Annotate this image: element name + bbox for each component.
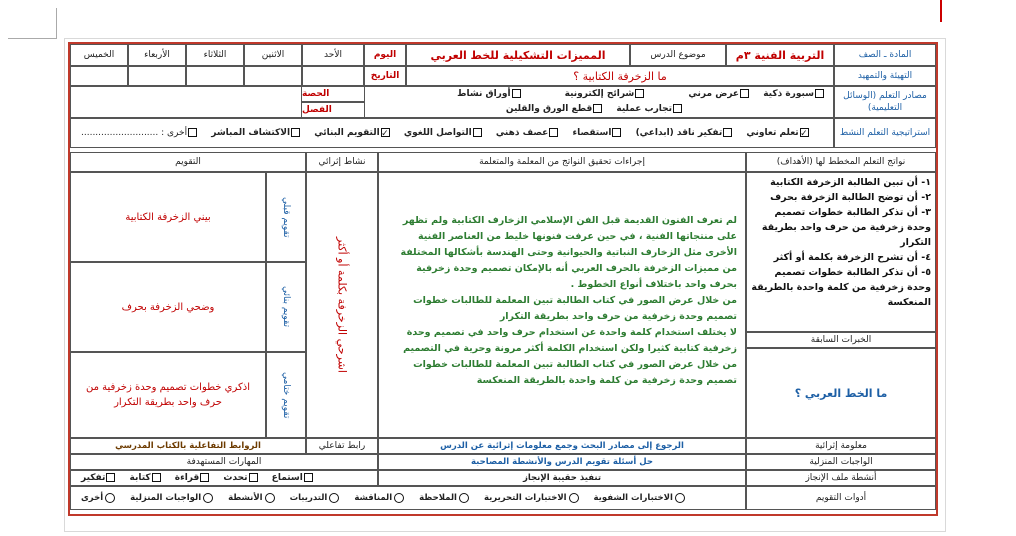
source-option: قطع الورق والقلين	[505, 104, 593, 114]
enrich-value: الرجوع إلى مصادر البحث وجمع معلومات إثرائية عن الدرس	[378, 438, 746, 454]
written-test-radio[interactable]	[569, 493, 579, 503]
evaluation-type-label: تقويم ختامي	[281, 371, 291, 419]
skills-label: المهارات المستهدفة	[70, 454, 378, 470]
outcome-item: ١- أن تبين الطالبة الزخرفة الكتابية	[770, 177, 931, 188]
date-cell-2[interactable]	[244, 66, 302, 86]
oral-test-radio[interactable]	[675, 493, 685, 503]
period-label: الحصة	[302, 86, 364, 102]
day-wednesday: الأربعاء	[128, 44, 186, 66]
outcomes-header: نواتج التعلم المخطط لها (الأهداف)	[746, 152, 936, 172]
procedure-line: تصميم وحدة زخرفية من كلمة واحدة بالطريقة المنعكسة	[476, 375, 737, 386]
procedure-line: تصميم وحدة زخرفية من حرف واحد بطريقة التكرار	[499, 311, 737, 322]
sources-label: مصادر التعلم (الوسائل التعليمية)	[834, 86, 936, 118]
procedures-cell	[378, 172, 746, 438]
skill-option: استماع	[271, 473, 303, 483]
strategy-label: استراتيجية التعلم النشط	[834, 118, 936, 148]
date-cell-3[interactable]	[186, 66, 244, 86]
outcome-item: ٣- أن تذكر الطالبة خطوات تصميم وحدة زخرفية من حرف واحد بطريقة التكرار	[761, 207, 931, 248]
homework-value: حل أسئلة تقويم الدرس والأنشطة المصاحبة	[378, 454, 746, 470]
date-cell-5[interactable]	[70, 66, 128, 86]
day-sunday: الأحد	[302, 44, 364, 66]
sources-row-2	[496, 104, 683, 114]
link-label: رابط تفاعلي	[306, 438, 378, 454]
strategy-option: استقصاء	[572, 128, 612, 138]
skill-option: تحدث	[223, 473, 248, 483]
procedures-header: إجراءات تحقيق النواتج من المعلمة والمتعلمة	[378, 152, 746, 172]
source-option: أوراق نشاط	[457, 89, 511, 99]
procedure-line: زخرفية كتابية كثيرا ولكن استخدام الكلمة أكثر مرونة وحرية في التصميم	[403, 343, 737, 354]
evaluation-type-label: تقويم قبلي	[281, 196, 291, 238]
discovery-checkbox[interactable]	[291, 128, 300, 137]
source-option: سبورة ذكية	[763, 89, 814, 99]
evaluation-header: التقويم	[70, 152, 306, 172]
tool-option: الواجبات المنزلية	[130, 493, 202, 504]
discussion-radio[interactable]	[394, 493, 404, 503]
observation-radio[interactable]	[459, 493, 469, 503]
subject-label: المادة ـ الصف	[834, 44, 936, 66]
strategy-option: تعلم تعاوني	[746, 128, 799, 138]
outcome-item: ٥- أن تذكر الطالبة خطوات تصميم وحدة زخرفية من كلمة واحدة بالطريقة المنعكسة	[751, 267, 931, 308]
reading-checkbox[interactable]	[200, 473, 209, 482]
tool-option: التدريبات	[289, 493, 328, 504]
tool-option: الملاحظة	[419, 493, 457, 504]
skill-option: تفكير	[81, 473, 106, 483]
outcome-item: ٢- أن توضح الطالبة الزخرفة بحرف	[770, 192, 931, 203]
strategy-option: التقويم البنائي	[314, 128, 380, 138]
lesson-plan-sheet	[68, 42, 938, 516]
cooperative-checkbox[interactable]: ✓	[800, 129, 808, 139]
prior-label: الخبرات السابقة	[746, 332, 936, 348]
procedure-line: بحرف واحد باختلاف أنواع الخطوط .	[570, 279, 737, 290]
thinking-checkbox[interactable]	[106, 473, 115, 482]
intro-label: التهيئة والتمهيد	[834, 66, 936, 86]
strategy-option: تفكير ناقد (ابداعي)	[635, 128, 723, 138]
activities-radio[interactable]	[265, 493, 275, 503]
homework-radio[interactable]	[203, 493, 213, 503]
intro-value: ما الزخرفة الكتابية ؟	[406, 66, 834, 86]
tools-label: أدوات التقويم	[746, 486, 936, 510]
procedures-text	[385, 213, 737, 389]
day-tuesday: الثلاثاء	[186, 44, 244, 66]
procedure-line: من خلال عرض الصور في كتاب الطالبة تبين المعلمة للطالبات خطوات	[413, 295, 737, 306]
evaluation-type-pre	[266, 172, 306, 262]
inquiry-checkbox[interactable]	[612, 128, 621, 137]
evaluation-pre-text: بيني الزخرفة الكتابية	[70, 172, 266, 262]
skill-option: قراءة	[174, 473, 200, 483]
evaluation-formative-text: وضحي الزخرفة بحرف	[70, 262, 266, 352]
exercises-radio[interactable]	[329, 493, 339, 503]
margin-mark	[940, 0, 942, 22]
subject-value: التربية الفنية ٣م	[726, 44, 834, 66]
sources-row-1	[447, 89, 825, 99]
procedure-line: على منتجاتها الفنية ، في حين عرفت فنونها خليط من العناصر الفنية	[418, 231, 737, 242]
date-cell-4[interactable]	[128, 66, 186, 86]
critical-thinking-checkbox[interactable]	[723, 128, 732, 137]
evaluation-final-text: اذكري خطوات تصميم وحدة زخرفية من حرف واحد بطريقة التكرار	[70, 352, 266, 438]
activity-header: نشاط إثرائي	[306, 152, 378, 172]
worksheets-checkbox[interactable]	[512, 89, 521, 98]
brainstorm-checkbox[interactable]	[549, 128, 558, 137]
source-option: شرائح إلكترونية	[564, 89, 635, 99]
writing-checkbox[interactable]	[152, 473, 161, 482]
strategy-row	[71, 128, 810, 138]
procedure-line: لم تعرف الفنون القديمة قبل الفن الإسلامي الزخارف الكتابية ولم تظهر	[402, 215, 737, 226]
listening-checkbox[interactable]	[304, 473, 313, 482]
speaking-checkbox[interactable]	[249, 473, 258, 482]
smartboard-checkbox[interactable]	[815, 89, 824, 98]
flexible-display-checkbox[interactable]	[740, 89, 749, 98]
skill-option: كتابة	[129, 473, 151, 483]
skills-options	[70, 470, 378, 486]
activity-cell	[306, 172, 378, 438]
experiments-checkbox[interactable]	[673, 104, 682, 113]
source-option: تجارب عملية	[616, 104, 672, 114]
lesson-title: المميزات التشكيلية للخط العربي	[406, 44, 630, 66]
tool-option: المناقشة	[354, 493, 393, 504]
tool-option: الأنشطة	[228, 493, 263, 504]
enrich-label: معلومة إثرائية	[746, 438, 936, 454]
procedure-line: من خلال عرض الصور في كتاب الطالبة تبين المعلمة للطالبات خطوات	[413, 359, 737, 370]
portfolio-value: تنفيذ حقيبة الإنجاز	[378, 470, 746, 486]
day-thursday: الخميس	[70, 44, 128, 66]
outcomes-cell	[746, 172, 936, 332]
class-label: الفصل	[302, 102, 364, 118]
formative-checkbox[interactable]: ✓	[381, 129, 389, 139]
strategy-option: عصف ذهني	[495, 128, 549, 138]
tools-options	[70, 486, 746, 510]
day-monday: الاثنين	[244, 44, 302, 66]
portfolio-label: أنشطة ملف الإنجاز	[746, 470, 936, 486]
strategy-option: الاكتشاف المباشر	[211, 128, 291, 138]
activity-text: اشرحي الزخرفة بكلمة أو أكثر	[335, 237, 349, 373]
corner-mark	[8, 8, 57, 39]
procedure-line: لا يختلف استخدام كلمة واحدة عن استخدام حرف واحد في تصميم وحدة	[406, 327, 737, 338]
evaluation-type-label: تقويم بنائي	[281, 286, 291, 328]
tool-option: أخرى	[81, 493, 104, 504]
evaluation-type-final	[266, 352, 306, 438]
day-label: اليوم	[364, 44, 406, 66]
source-option: عرض مرني	[688, 89, 740, 99]
strategy-option: التواصل اللغوي	[403, 128, 472, 138]
strategy-option: أخرى : ...........................	[81, 128, 188, 138]
link-value[interactable]: الروابط التفاعلية بالكتاب المدرسي	[70, 438, 306, 454]
procedure-line: الأخرى مثل الزخارف النباتية والحيوانية وحتى الهندسة بأشكالها المختلفة	[400, 247, 737, 258]
language-checkbox[interactable]	[473, 128, 482, 137]
evaluation-type-formative	[266, 262, 306, 352]
date-label: التاريخ	[364, 66, 406, 86]
procedure-line: من مميزات الزخرفة بالحرف العربي أنه بالإمكان تصميم وحدة زخرفية	[416, 263, 737, 274]
prior-value: ما الخط العربي ؟	[746, 348, 936, 438]
paper-pieces-checkbox[interactable]	[593, 104, 602, 113]
other-checkbox[interactable]	[188, 128, 197, 137]
homework-label: الواجبات المنزلية	[746, 454, 936, 470]
outcomes-list	[751, 175, 931, 310]
period-class-values	[70, 86, 302, 118]
outcome-item: ٤- أن تشرح الزخرفة بكلمة أو أكثر	[773, 252, 931, 263]
strategy-options	[70, 118, 834, 148]
sources-options	[364, 86, 834, 118]
tool-option: الاختبارات التحريرية	[483, 493, 567, 504]
tool-option: الاختبارات الشفوية	[593, 493, 673, 504]
other-radio[interactable]	[105, 493, 115, 503]
lesson-label: موضوع الدرس	[630, 44, 726, 66]
slides-checkbox[interactable]	[635, 89, 644, 98]
date-cell-1[interactable]	[302, 66, 364, 86]
